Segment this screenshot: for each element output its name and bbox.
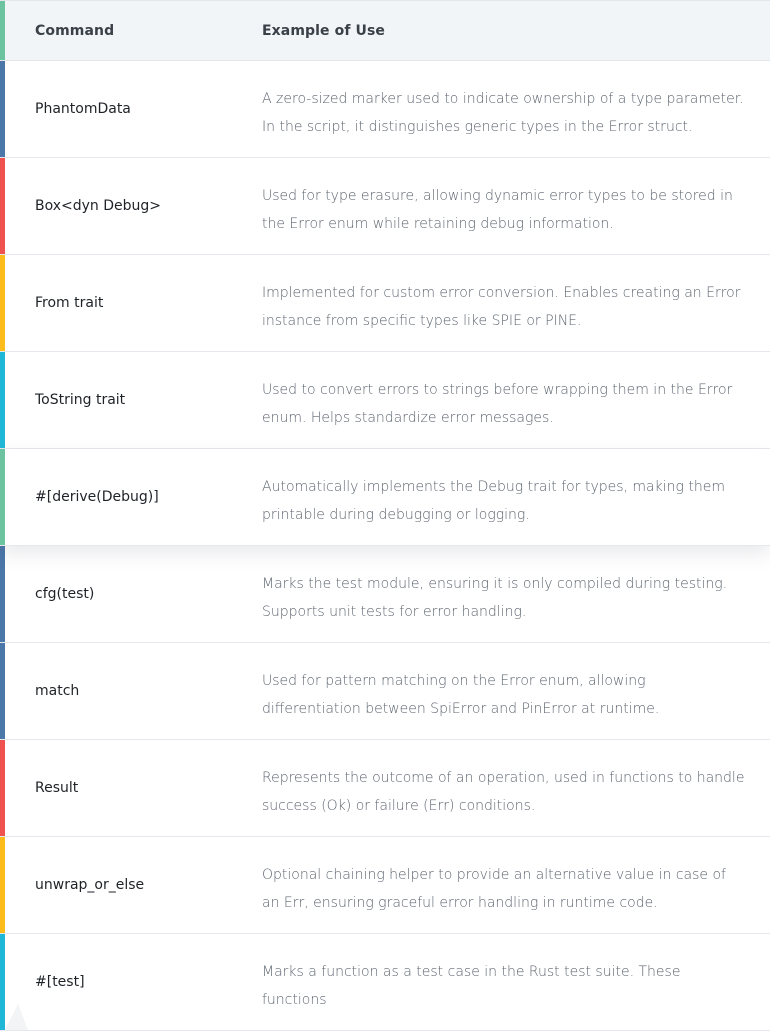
row-accent-bar <box>0 643 5 739</box>
table-row <box>0 158 770 255</box>
table-row <box>0 61 770 158</box>
table-row <box>0 449 770 546</box>
command-cell: cfg(test) <box>35 586 95 602</box>
row-accent-bar <box>0 740 5 836</box>
row-accent-bar <box>0 449 5 545</box>
table-row <box>0 352 770 449</box>
example-cell: Used for type erasure, allowing dynamic error types to be stored in the Error enum while retaining debug information. <box>262 188 733 232</box>
example-cell: Marks a function as a test case in the Rust test suite. These functions <box>262 964 681 1008</box>
row-accent-bar <box>0 158 5 254</box>
example-cell: Marks the test module, ensuring it is only compiled during testing. Supports unit tests for error handling. <box>262 576 728 620</box>
header-accent-bar <box>0 1 5 60</box>
example-cell: Optional chaining helper to provide an alternative value in case of an Err, ensuring graceful error handling in runtime code. <box>262 867 726 911</box>
command-cell: From trait <box>35 295 104 311</box>
example-cell: Represents the outcome of an operation, used in functions to handle success (Ok) or failure (Err) conditions. <box>262 770 745 814</box>
command-cell: match <box>35 683 80 699</box>
command-cell: Box<dyn Debug> <box>35 198 162 214</box>
command-cell: PhantomData <box>35 101 131 117</box>
command-cell: ToString trait <box>35 392 126 408</box>
example-cell: Used for pattern matching on the Error enum, allowing differentiation between SpiError and PinError at runtime. <box>262 673 660 717</box>
command-cell: #[derive(Debug)] <box>35 489 159 505</box>
example-cell: Implemented for custom error conversion. Enables creating an Error instance from specific types like SPIE or PINE. <box>262 285 741 329</box>
table-header-row <box>0 0 770 61</box>
row-accent-bar <box>0 546 5 642</box>
command-cell: #[test] <box>35 974 85 990</box>
command-cell: Result <box>35 780 79 796</box>
example-cell: Used to convert errors to strings before wrapping them in the Error enum. Helps standardize error messages. <box>262 382 733 426</box>
row-accent-bar <box>0 255 5 351</box>
table-row <box>0 643 770 740</box>
column-header-example: Example of Use <box>262 23 385 39</box>
table-row <box>0 837 770 934</box>
table-row <box>0 546 770 643</box>
command-cell: unwrap_or_else <box>35 877 145 893</box>
table-row <box>0 740 770 837</box>
example-cell: A zero-sized marker used to indicate ownership of a type parameter. In the script, it distinguishes generic types in the Error struct. <box>262 91 744 135</box>
example-cell: Automatically implements the Debug trait for types, making them printable during debugging or logging. <box>262 479 725 523</box>
row-accent-bar <box>0 837 5 933</box>
table-row <box>0 255 770 352</box>
row-accent-bar <box>0 352 5 448</box>
row-accent-bar <box>0 61 5 157</box>
table-row <box>0 934 770 1031</box>
column-header-command: Command <box>35 23 115 39</box>
row-accent-bar <box>0 934 5 1030</box>
